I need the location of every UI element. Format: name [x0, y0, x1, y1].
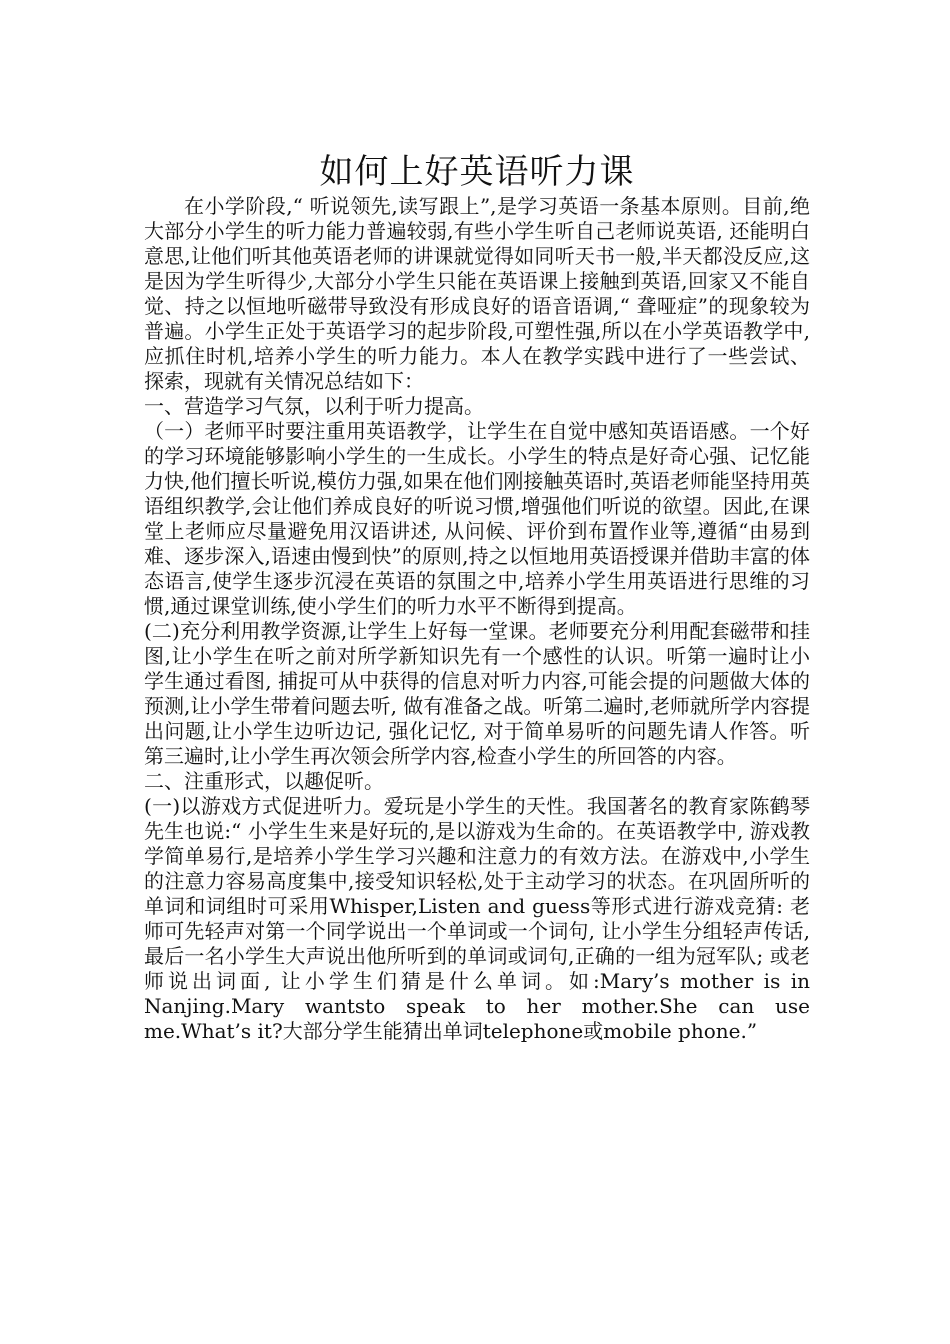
- section-heading-2: 二、注重形式，以趣促听。: [144, 769, 384, 793]
- paragraph-2-1: (一)以游戏方式促进听力。爱玩是小学生的天性。我国著名的教育家陈鹤琴先生也说:“ 小学生生来是好玩的,是以游戏为生命的。在英语教学中, 游戏教学简单易行,是培养小学生学习兴趣和注意力的有效方法。在游戏中,小学生的注意力容易高度集中,接受知识轻松,处于主动学习的状态。在巩固所听的单词和词组时可采用Whisper,Listen and guess等形式进行游戏竞猜: 老师可先轻声对第一个同学说出一个单词或一个词句, 让小学生分组轻声传话,最后一名小学生大声说出他所听到的单词或词句,正确的一组为冠军队; 或老师说出词面, 让小学生们猜是什么单词。如:Mary’s mother is in Nanjing.Mary wantsto speak to her mother.She can use me.What’s it?大部分学生能猜出单词telephone或mobile phone.”: [144, 794, 810, 1043]
- document-title: 如何上好英语听力课: [319, 152, 635, 192]
- section-heading-1: 一、营造学习气氛，以利于听力提高。: [144, 394, 484, 418]
- paragraph-1-1: （一）老师平时要注重用英语教学，让学生在自觉中感知英语语感。一个好的学习环境能够影响小学生的一生成长。小学生的特点是好奇心强、记忆能力快,他们擅长听说,模仿力强,如果在他们刚接触英语时,英语老师能坚持用英语组织教学,会让他们养成良好的听说习惯,增强他们听说的欲望。因此,在课堂上老师应尽量避免用汉语讲述, 从问候、评价到布置作业等,遵循“由易到难、逐步深入,语速由慢到快”的原则,持之以恒地用英语授课并借助丰富的体态语言,使学生逐步沉浸在英语的氛围之中,培养小学生用英语进行思维的习惯,通过课堂训练,使小学生们的听力水平不断得到提高。: [144, 419, 810, 618]
- document-body: [144, 150, 810, 1044]
- paragraph-intro: 在小学阶段,“ 听说领先,读写跟上”,是学习英语一条基本原则。目前,绝大部分小学生的听力能力普遍较弱,有些小学生听自己老师说英语, 还能明白意思,让他们听其他英语老师的讲课就觉得如同听天书一般,半天都没反应,这是因为学生听得少,大部分小学生只能在英语课上接触到英语,回家又不能自觉、持之以恒地听磁带导致没有形成良好的语音语调,“ 聋哑症”的现象较为普遍。小学生正处于英语学习的起步阶段,可塑性强,所以在小学英语教学中,应抓住时机,培养小学生的听力能力。本人在教学实践中进行了一些尝试、探索，现就有关情况总结如下：: [144, 194, 810, 393]
- paragraph-1-2: (二)充分利用教学资源,让学生上好每一堂课。老师要充分利用配套磁带和挂图,让小学生在听之前对所学新知识先有一个感性的认识。听第一遍时让小学生通过看图, 捕捉可从中获得的信息对听力内容,可能会提的问题做大体的预测,让小学生带着问题去听, 做有准备之战。听第二遍时,老师就所学内容提出问题,让小学生边听边记, 强化记忆, 对于简单易听的问题先请人作答。听第三遍时,让小学生再次领会所学内容,检查小学生的所回答的内容。: [144, 619, 810, 768]
- document-text: [144, 194, 810, 1044]
